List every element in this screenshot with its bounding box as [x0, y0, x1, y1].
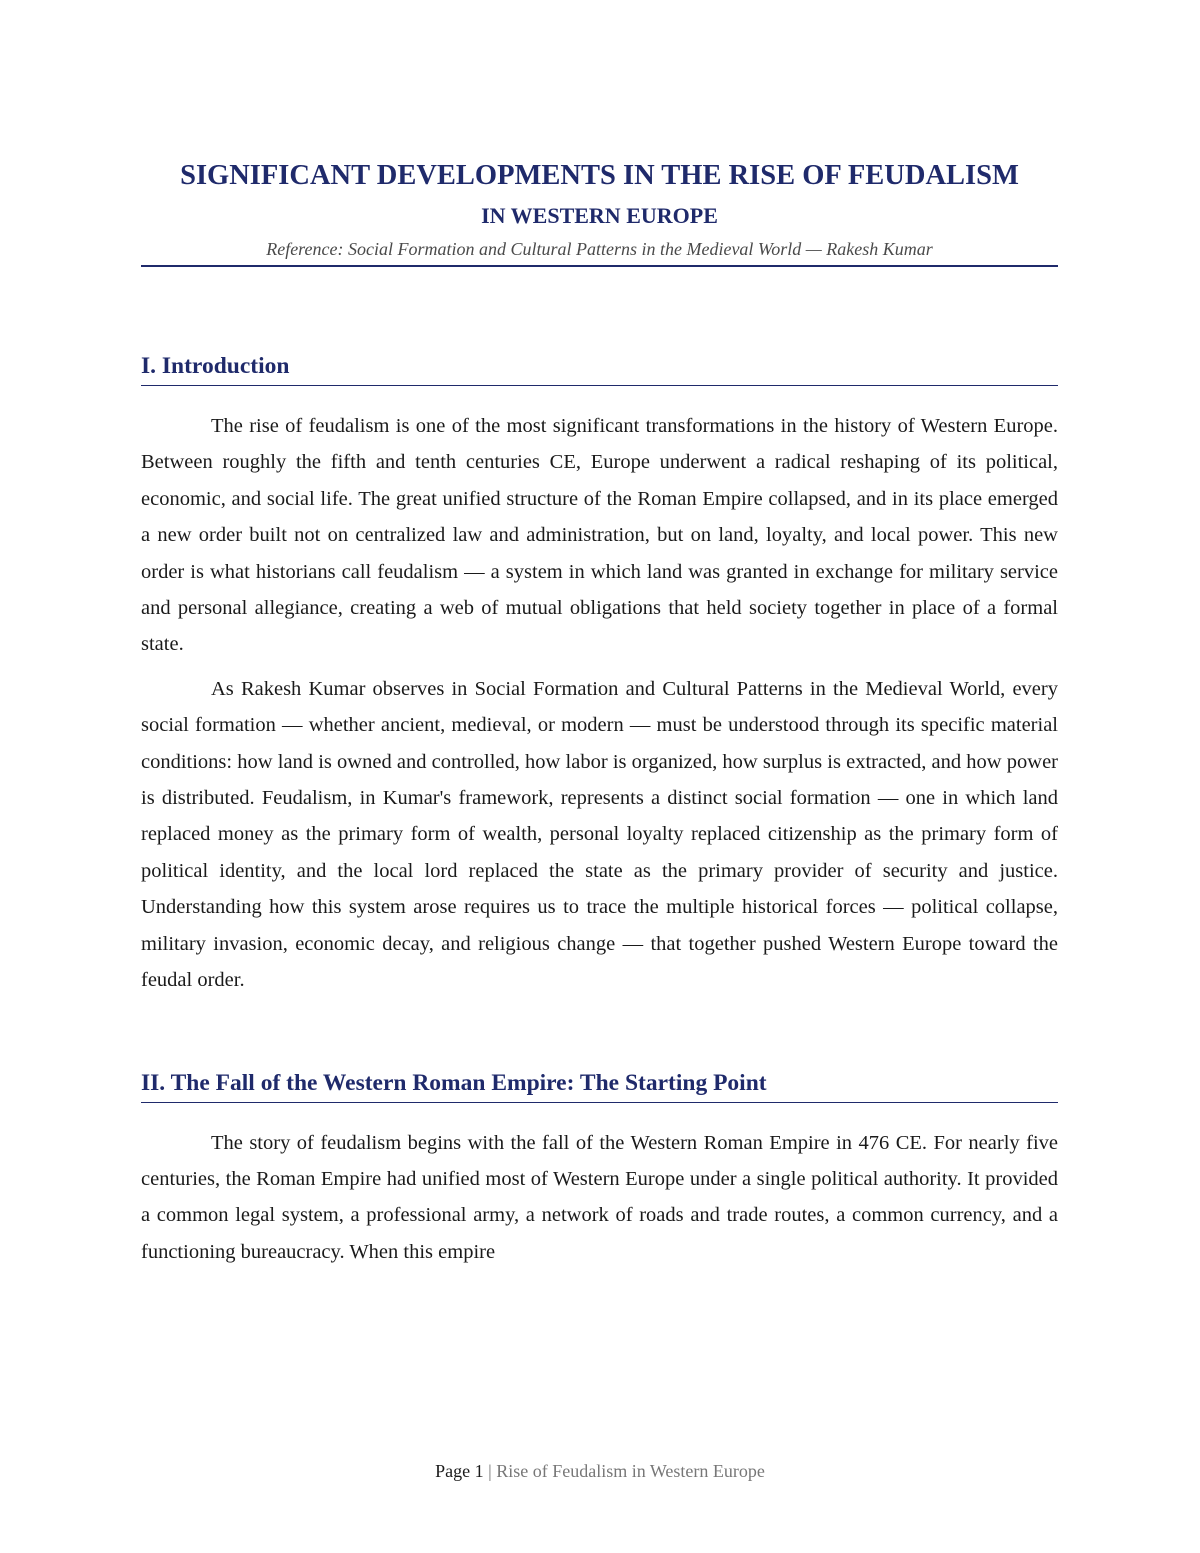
fall-of-rome-paragraph-1: The story of feudalism begins with the fall of the Western Roman Empire in 476 CE. For nearly five centuries, the Roman Empire had unified most of Western Europe under a single political authority. It provided a common legal system, a professional army, a network of roads and trade routes, a common currency, and a functioning bureaucracy. When this empire	[141, 1131, 1058, 1263]
section-heading-fall-of-rome: II. The Fall of the Western Roman Empire: The Starting Point	[141, 1068, 1058, 1103]
footer-page-label: Page 1	[435, 1461, 484, 1481]
page-content	[141, 158, 1058, 1270]
footer-document-title: Rise of Feudalism in Western Europe	[496, 1461, 765, 1481]
introduction-paragraph-2: As Rakesh Kumar observes in Social Formation and Cultural Patterns in the Medieval World, every social formation — whether ancient, medieval, or modern — must be understood through its specific material conditions: how land is owned and controlled, how labor is organized, how surplus is extracted, and how power is distributed. Feudalism, in Kumar's framework, represents a distinct social formation — one in which land replaced money as the primary form of wealth, personal loyalty replaced citizenship as the primary form of political identity, and the local lord replaced the state as the primary provider of security and justice. Understanding how this system arose requires us to trace the multiple historical forces — political collapse, military invasion, economic decay, and religious change — that together pushed Western Europe toward the feudal order.	[141, 677, 1058, 992]
page-footer	[0, 1459, 1200, 1483]
section-heading-introduction: I. Introduction	[141, 351, 1058, 386]
introduction-paragraph-1: The rise of feudalism is one of the most significant transformations in the history of Western Europe. Between roughly the fifth and tenth centuries CE, Europe underwent a radical reshaping of its political, economic, and social life. The great unified structure of the Roman Empire collapsed, and in its place emerged a new order built not on centralized law and administration, but on land, loyalty, and local power. This new order is what historians call feudalism — a system in which land was granted in exchange for military service and personal allegiance, creating a web of mutual obligations that held society together in place of a formal state.	[141, 415, 1058, 656]
document-subtitle: IN WESTERN EUROPE	[481, 203, 718, 228]
reference-line: Reference: Social Formation and Cultural Patterns in the Medieval World — Rakesh Kumar	[266, 239, 933, 259]
document-title: SIGNIFICANT DEVELOPMENTS IN THE RISE OF FEUDALISM	[180, 160, 1019, 191]
title-divider	[141, 265, 1058, 267]
footer-separator: |	[488, 1461, 492, 1481]
